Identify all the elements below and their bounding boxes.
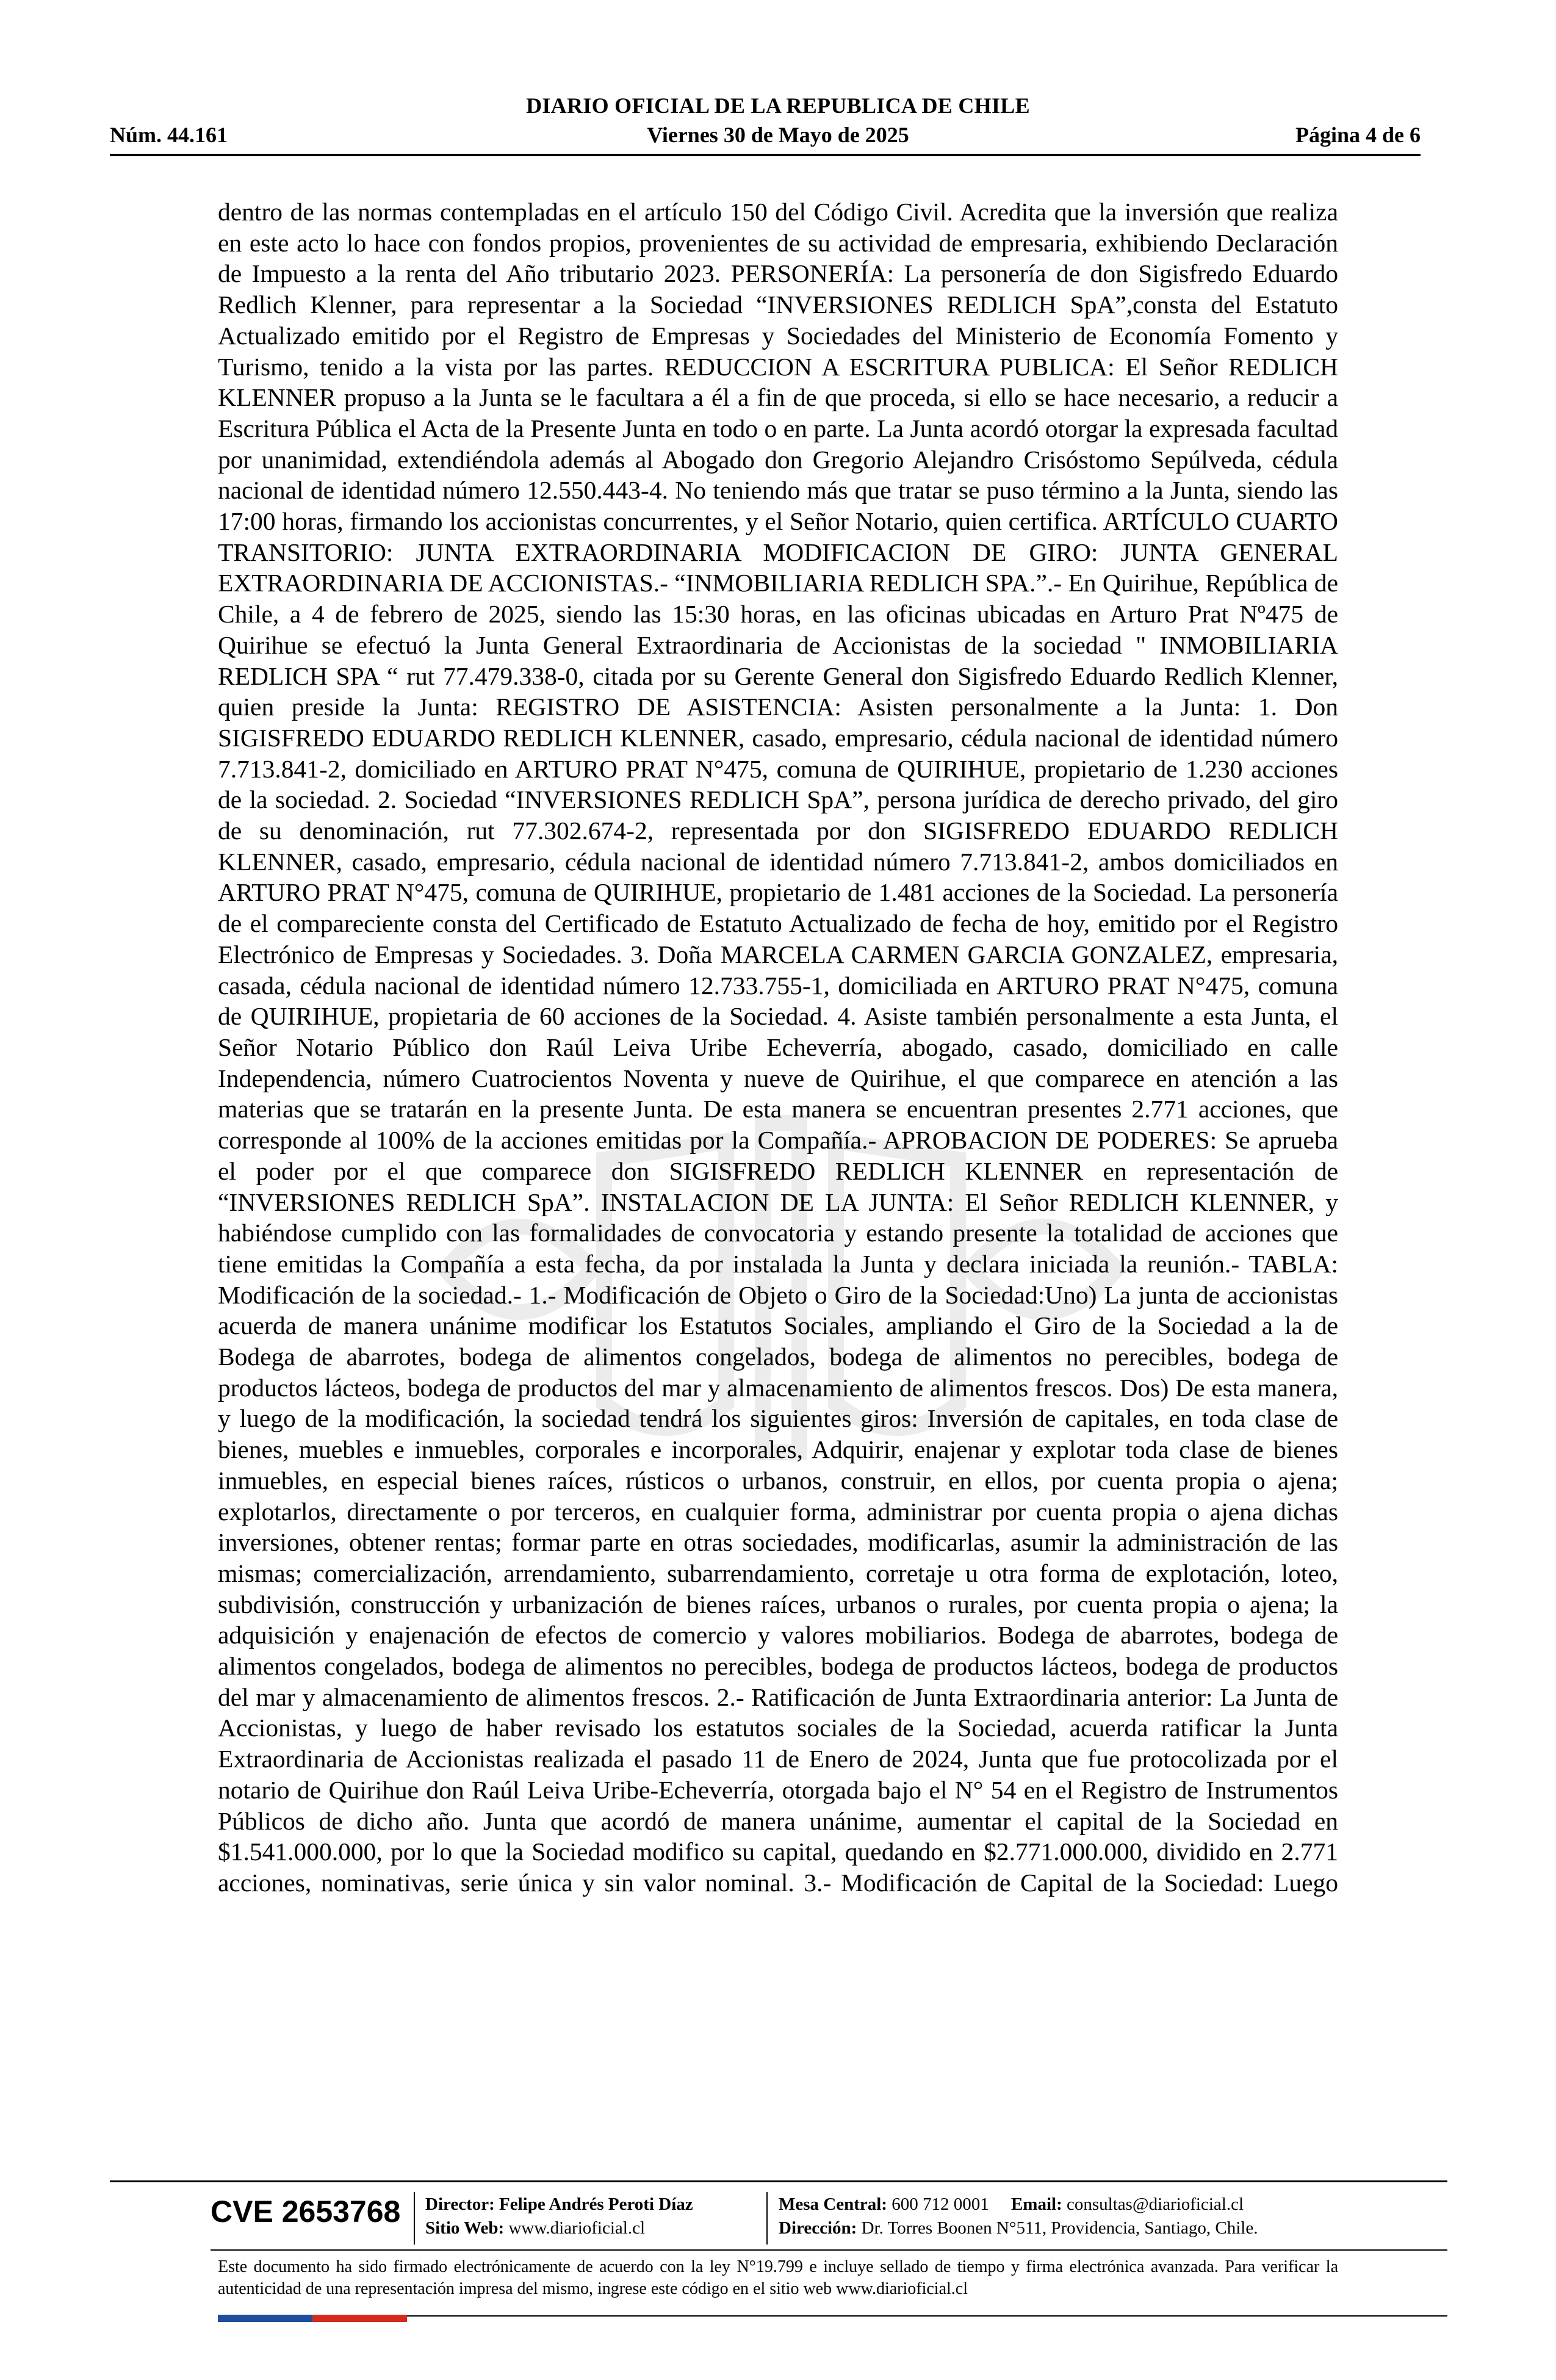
footer-divider-middle [211,2249,1447,2251]
issue-date: Viernes 30 de Mayo de 2025 [647,123,909,147]
flag-blue-stripe [218,2315,312,2322]
footer-separator [766,2192,768,2245]
page-indicator: Página 4 de 6 [1295,123,1421,147]
address-value: Dr. Torres Boonen N°511, Providencia, Santiago, Chile. [861,2218,1258,2238]
header-divider [110,154,1421,156]
director-label: Director: [425,2194,495,2214]
email-label: Email: [1010,2194,1062,2214]
phone-number: 600 712 0001 [891,2194,989,2214]
footer-divider-top [110,2180,1447,2182]
document-body: dentro de las normas contempladas en el artículo 150 del Código Civil. Acredita que la inversión que realiza en este acto lo hace con fondos propios, provenientes de su actividad de empresaria, exhibiendo Declaración de Impuesto a la renta del Año tributario 2023. PERSONERÍA: La personería de don Sigisfredo Eduardo Redlich Klenner, para representar a la Sociedad “INVERSIONES REDLICH SpA”,consta del Estatuto Actualizado emitido por el Registro de Empresas y Sociedades del Ministerio de Economía Fomento y Turismo, tenido a la vista por las partes. REDUCCION A ESCRITURA PUBLICA: El Señor REDLICH KLENNER propuso a la Junta se le facultara a él a fin de que proceda, si ello se hace necesario, a reducir a Escritura Pública el Acta de la Presente Junta en todo o en parte. La Junta acordó otorgar la expresada facultad por unanimidad, extendiéndola además al Abogado don Gregorio Alejandro Crisóstomo Sepúlveda, cédula nacional de identidad número 12.550.443-4. No teniendo más que tratar se puso término a la Junta, siendo las 17:00 horas, firmando los accionistas concurrentes, y el Señor Notario, quien certifica. ARTÍCULO CUARTO TRANSITORIO: JUNTA EXTRAORDINARIA MODIFICACION DE GIRO: JUNTA GENERAL EXTRAORDINARIA DE ACCIONISTAS.- “INMOBILIARIA REDLICH SPA.”.- En Quirihue, República de Chile, a 4 de febrero de 2025, siendo las 15:30 horas, en las oficinas ubicadas en Arturo Prat Nº475 de Quirihue se efectuó la Junta General Extraordinaria de Accionistas de la sociedad " INMOBILIARIA REDLICH SPA “ rut 77.479.338-0, citada por su Gerente General don Sigisfredo Eduardo Redlich Klenner, quien preside la Junta: REGISTRO DE ASISTENCIA: Asisten personalmente a la Junta: 1. Don SIGISFREDO EDUARDO REDLICH KLENNER, casado, empresario, cédula nacional de identidad número 7.713.841-2, domiciliado en ARTURO PRAT N°475, comuna de QUIRIHUE, propietario de 1.230 acciones de la sociedad. 2. Sociedad “INVERSIONES REDLICH SpA”, persona jurídica de derecho privado, del giro de su denominación, rut 77.302.674-2, representada por don SIGISFREDO EDUARDO REDLICH KLENNER, casado, empresario, cédula nacional de identidad número 7.713.841-2, ambos domiciliados en ARTURO PRAT N°475, comuna de QUIRIHUE, propietario de 1.481 acciones de la Sociedad. La personería de el compareciente consta del Certificado de Estatuto Actualizado de fecha de hoy, emitido por el Registro Electrónico de Empresas y Sociedades. 3. Doña MARCELA CARMEN GARCIA GONZALEZ, empresaria, casada, cédula nacional de identidad número 12.733.755-1, domiciliada en ARTURO PRAT N°475, comuna de QUIRIHUE, propietaria de 60 acciones de la Sociedad. 4. Asiste también personalmente a esta Junta, el Señor Notario Público don Raúl Leiva Uribe Echeverría, abogado, casado, domiciliado en calle Independencia, número Cuatrocientos Noventa y nueve de Quirihue, el que comparece en atención a las materias que se tratarán en la presente Junta. De esta manera se encuentran presentes 2.771 acciones, que corresponde al 100% de la acciones emitidas por la Compañía.- APROBACION DE PODERES: Se aprueba el poder por el que comparece don SIGISFREDO REDLICH KLENNER en representación de “INVERSIONES REDLICH SpA”. INSTALACION DE LA JUNTA: El Señor REDLICH KLENNER, y habiéndose cumplido con las formalidades de convocatoria y estando presente la totalidad de acciones que tiene emitidas la Compañía a esta fecha, da por instalada la Junta y declara iniciada la reunión.- TABLA: Modificación de la sociedad.- 1.- Modificación de Objeto o Giro de la Sociedad:Uno) La junta de accionistas acuerda de manera unánime modificar los Estatutos Sociales, ampliando el Giro de la Sociedad a la de Bodega de abarrotes, bodega de alimentos congelados, bodega de alimentos no perecibles, bodega de productos lácteos, bodega de productos del mar y almacenamiento de alimentos frescos. Dos) De esta manera, y luego de la modificación, la sociedad tendrá los siguientes giros: Inversión de capitales, en toda clase de bienes, muebles e inmuebles, corporales e incorporales, Adquirir, enajenar y explotar toda clase de bienes inmuebles, en especial bienes raíces, rústicos o urbanos, construir, en ellos, por cuenta propia o ajena; explotarlos, directamente o por terceros, en cualquier forma, administrar por cuenta propia o ajena dichas inversiones, obtener rentas; formar parte en otras sociedades, modificarlas, asumir la administración de las mismas; comercialización, arrendamiento, subarrendamiento, corretaje u otra forma de explotación, loteo, subdivisión, construcción y urbanización de bienes raíces, urbanos o rurales, por cuenta propia o ajena; la adquisición y enajenación de efectos de comercio y valores mobiliarios. Bodega de abarrotes, bodega de alimentos congelados, bodega de alimentos no perecibles, bodega de productos lácteos, bodega de productos del mar y almacenamiento de alimentos frescos. 2.- Ratificación de Junta Extraordinaria anterior: La Junta de Accionistas, y luego de haber revisado los estatutos sociales de la Sociedad, acuerda ratificar la Junta Extraordinaria de Accionistas realizada el pasado 11 de Enero de 2024, Junta que fue protocolizada por el notario de Quirihue don Raúl Leiva Uribe-Echeverría, otorgada bajo el N° 54 en el Registro de Instrumentos Públicos de dicho año. Junta que acordó de manera unánime, aumentar el capital de la Sociedad en $1.541.000.000, por lo que la Sociedad modifico su capital, quedando en $2.771.000.000, dividido en 2.771 acciones, nominativas, serie única y sin valor nominal. 3.- Modificación de Capital de la Sociedad: Luego [218,198,1338,1897]
signature-notice: Este documento ha sido firmado electrónicamente de acuerdo con la ley N°19.799 e incluye sellado de tiempo y firma electrónica avanzada. Para verificar la autenticidad de una representación impresa del mismo, ingrese este código en el sitio web www.diarioficial.cl [218,2257,1338,2298]
flag-stripe [218,2315,407,2322]
contact-line [779,2193,1244,2216]
address-line [779,2216,1258,2240]
address-label: Dirección: [779,2218,857,2238]
issue-number: Núm. 44.161 [110,123,228,147]
email-link[interactable]: consultas@diarioficial.cl [1067,2194,1244,2214]
website-link[interactable]: www.diarioficial.cl [508,2218,646,2238]
cve-code: CVE 2653768 [211,2194,401,2229]
website-label: Sitio Web: [425,2218,505,2238]
director-name: Felipe Andrés Peroti Díaz [499,2194,693,2214]
footer-separator [414,2192,415,2245]
website-line [425,2216,645,2240]
director-line [425,2193,693,2216]
newspaper-title: DIARIO OFICIAL DE LA REPUBLICA DE CHILE [526,93,1030,118]
phone-label: Mesa Central: [779,2194,887,2214]
flag-red-stripe [312,2315,407,2322]
